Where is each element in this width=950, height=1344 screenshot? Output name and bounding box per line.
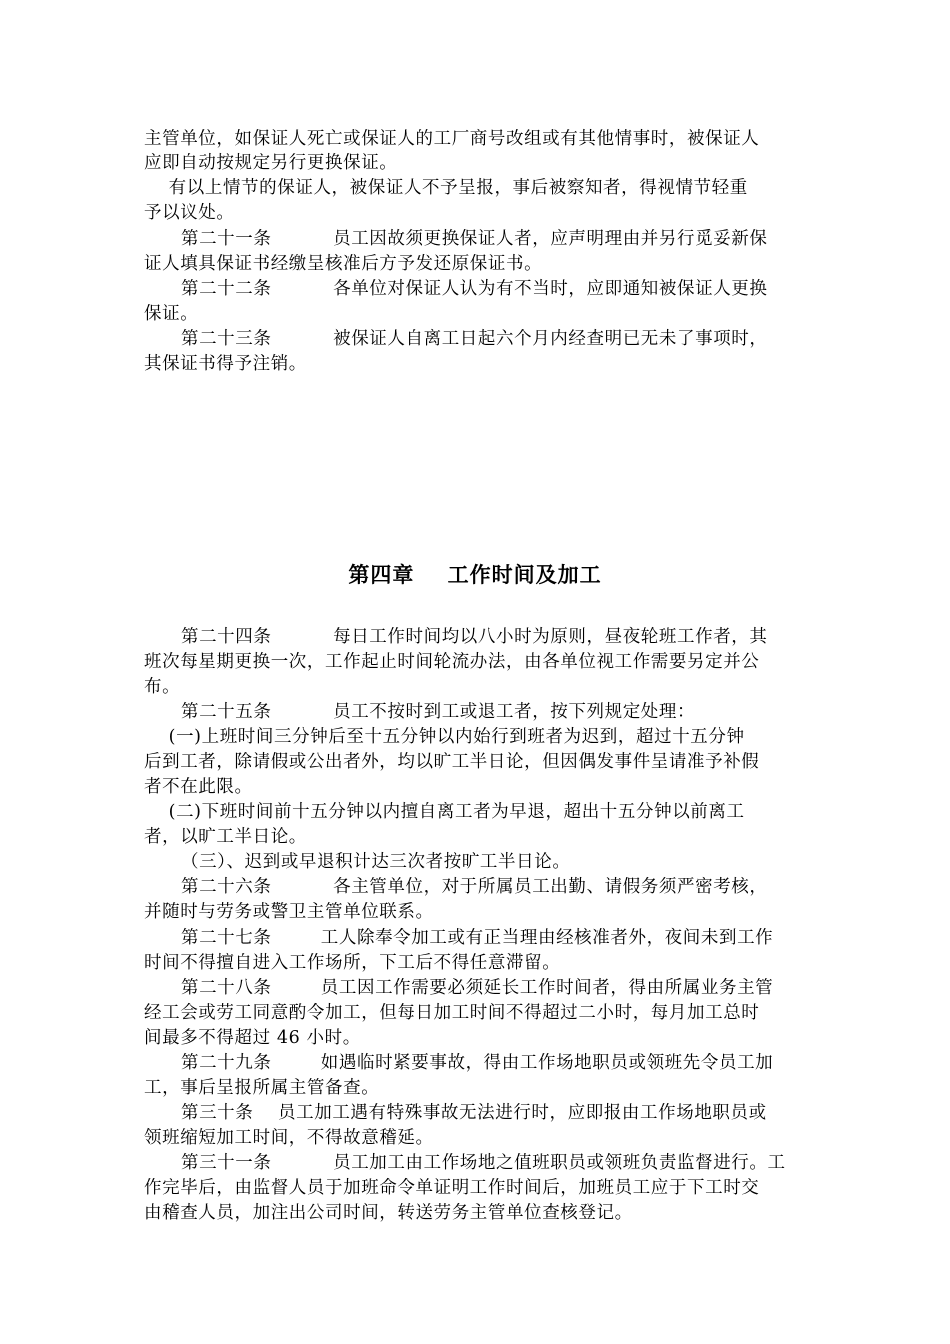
- text-line: 予以议处。: [144, 203, 235, 223]
- article-24: 第二十四条 每日工作时间均以八小时为原则，昼夜轮班工作者，其: [144, 627, 768, 647]
- article-30: 第三十条 员工加工遇有特殊事故无法进行时，应即报由工作场地职员或: [144, 1103, 767, 1123]
- article-28: 第二十八条 员工因工作需要必须延长工作时间者，得由所属业务主管: [144, 978, 774, 998]
- text-line: 有以上情节的保证人，被保证人不予呈报，事后被察知者，得视情节轻重: [144, 178, 748, 198]
- article-26: 第二十六条 各主管单位，对于所属员工出勤、请假务须严密考核，: [144, 877, 768, 897]
- text-line: 其保证书得予注销。: [144, 354, 307, 374]
- text-line: 者不在此限。: [144, 777, 253, 797]
- article-23: 第二十三条 被保证人自离工日起六个月内经查明已无未了事项时，: [144, 329, 768, 349]
- text-line: 经工会或劳工同意酌令加工，但每日加工时间不得超过二小时，每月加工总时: [144, 1003, 760, 1023]
- article-27: 第二十七条 工人除奉令加工或有正当理由经核准者外，夜间未到工作: [144, 928, 774, 948]
- text-line: 布。: [144, 677, 181, 697]
- clause-1: (一)上班时间三分钟后至十五分钟以内始行到班者为迟到，超过十五分钟: [144, 727, 745, 747]
- clause-2: (二)下班时间前十五分钟以内擅自离工者为早退，超出十五分钟以前离工: [144, 802, 745, 822]
- text-line: 应即自动按规定另行更换保证。: [144, 153, 398, 173]
- text-line: 保证。: [144, 304, 199, 324]
- text-line: 领班缩短加工时间，不得故意稽延。: [144, 1128, 434, 1148]
- chapter-title: 第四章 工作时间及加工: [348, 563, 602, 587]
- article-25: 第二十五条 员工不按时到工或退工者，按下列规定处理：: [144, 702, 696, 722]
- text-line: 证人填具保证书经缴呈核准后方予发还原保证书。: [144, 254, 543, 274]
- text-line: 作完毕后，由监督人员于加班命令单证明工作时间后，加班员工应于下工时交: [144, 1178, 760, 1198]
- text-line: 间最多不得超过 46 小时。: [144, 1028, 361, 1048]
- text-line: 者，以旷工半日论。: [144, 827, 307, 847]
- text-line: 工，事后呈报所属主管备查。: [144, 1078, 380, 1098]
- text-line: 时间不得擅自进入工作场所，下工后不得任意滞留。: [144, 953, 561, 973]
- article-29: 第二十九条 如遇临时紧要事故，得由工作场地职员或领班先令员工加: [144, 1053, 774, 1073]
- clause-3: （三）、迟到或早退积计达三次者按旷工半日论。: [144, 852, 571, 872]
- text-line: 班次每星期更换一次，工作起止时间轮流办法，由各单位视工作需要另定并公: [144, 652, 760, 672]
- article-21: 第二十一条 员工因故须更换保证人者，应声明理由并另行觅妥新保: [144, 229, 768, 249]
- text-line: 后到工者，除请假或公出者外，均以旷工半日论，但因偶发事件呈请准予补假: [144, 752, 760, 772]
- text-line: 主管单位，如保证人死亡或保证人的工厂商号改组或有其他情事时，被保证人: [144, 129, 760, 149]
- article-22: 第二十二条 各单位对保证人认为有不当时，应即通知被保证人更换: [144, 279, 768, 299]
- text-line: 由稽查人员，加注出公司时间，转送劳务主管单位查核登记。: [144, 1203, 633, 1223]
- article-31: 第三十一条 员工加工由工作场地之值班职员或领班负责监督进行。工: [144, 1153, 786, 1173]
- text-line: 并随时与劳务或警卫主管单位联系。: [144, 902, 434, 922]
